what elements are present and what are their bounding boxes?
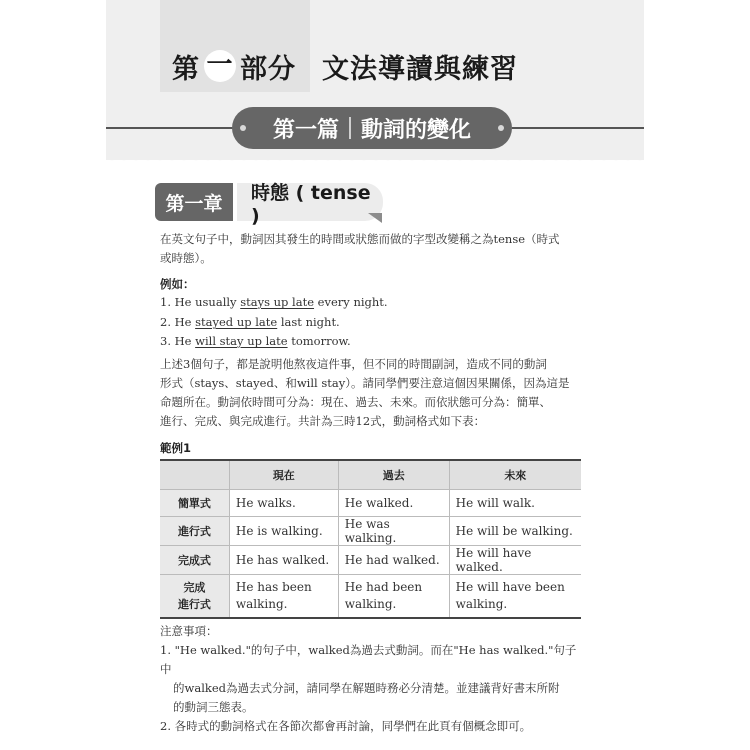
table-cell: He will have been walking. (449, 575, 581, 619)
row-header: 完成式 (160, 546, 229, 575)
table-cell: He walked. (338, 490, 449, 517)
table-row (160, 575, 581, 619)
chapter-title: 時態 ( tense ) (237, 183, 383, 221)
table-cell: He will walk. (449, 490, 581, 517)
notes-list (160, 641, 584, 736)
scalloped-edge (106, 155, 644, 167)
examples-label: 例如： (160, 277, 195, 291)
part-prefix: 第 (172, 53, 200, 85)
note-item: 1. "He walked."的句子中，walked為過去式動詞。而在"He has walked."句子中 (160, 643, 577, 676)
banner-dot-right (498, 125, 504, 131)
table-cell: He has been walking. (229, 575, 338, 619)
explanation-line: 進行、完成、與完成進行。共計為三時12式，動詞格式如下表： (160, 414, 486, 428)
banner-dot-left (240, 125, 246, 131)
intro-line: 或時態）。 (160, 251, 212, 265)
rule-right (512, 127, 644, 129)
note-item: 2. 各時式的動詞格式在各節次都會再討論，同學們在此頁有個概念即可。 (160, 719, 532, 733)
table-cell: He will have walked. (449, 546, 581, 575)
column-header (160, 460, 229, 490)
table-cell: He was walking. (338, 517, 449, 546)
explanation-line: 形式（stays、stayed、和will stay）。請同學們要注意這個因果關係，因為這是 (160, 376, 570, 390)
table-cell: He had been walking. (338, 575, 449, 619)
rule-left (106, 127, 236, 129)
chapter-fold (368, 213, 382, 223)
note-item-cont: 的walked為過去式分詞，請同學在解題時務必分清楚。並建議背好書末所附 (173, 681, 560, 695)
section-title: 動詞的變化 (361, 117, 472, 143)
explanation-paragraph (160, 355, 584, 431)
part-number-circle: 一 (204, 50, 236, 82)
section-banner (232, 107, 512, 149)
table-header-row (160, 460, 581, 490)
part-heading: 文法導讀與練習 (322, 53, 518, 85)
table-row (160, 490, 581, 517)
table-cell: He walks. (229, 490, 338, 517)
chapter-label: 第一章 (155, 183, 233, 221)
notes-label: 注意事項： (160, 624, 218, 638)
table-cell: He is walking. (229, 517, 338, 546)
example-item: 1. He usually stays up late every night. (160, 295, 388, 309)
table-cell: He has walked. (229, 546, 338, 575)
table-cell: He will be walking. (449, 517, 581, 546)
banner-separator (349, 117, 351, 139)
note-item-cont: 的動詞三態表。 (173, 700, 254, 714)
column-header: 現在 (229, 460, 338, 490)
part-title (172, 44, 518, 88)
row-header: 完成 進行式 (160, 575, 229, 619)
example-item: 3. He will stay up late tomorrow. (160, 334, 351, 348)
tense-table (160, 459, 581, 619)
column-header: 過去 (338, 460, 449, 490)
intro-line: 在英文句子中，動詞因其發生的時間或狀態而做的字型改變稱之為tense（時式 (160, 232, 560, 246)
explanation-line: 上述3個句子，都是說明他熬夜這件事，但不同的時間副詞，造成不同的動詞 (160, 357, 547, 371)
table-label: 範例1 (160, 441, 192, 455)
explanation-line: 命題所在。動詞依時間可分為：現在、過去、未來。而依狀態可分為：簡單、 (160, 395, 551, 409)
intro-paragraph (160, 230, 584, 268)
part-suffix: 部分 (240, 53, 296, 85)
column-header: 未來 (449, 460, 581, 490)
table-row (160, 517, 581, 546)
table-cell: He had walked. (338, 546, 449, 575)
section-label: 第一篇 (272, 117, 339, 143)
row-header: 進行式 (160, 517, 229, 546)
table-row (160, 546, 581, 575)
example-item: 2. He stayed up late last night. (160, 315, 340, 329)
row-header: 簡單式 (160, 490, 229, 517)
